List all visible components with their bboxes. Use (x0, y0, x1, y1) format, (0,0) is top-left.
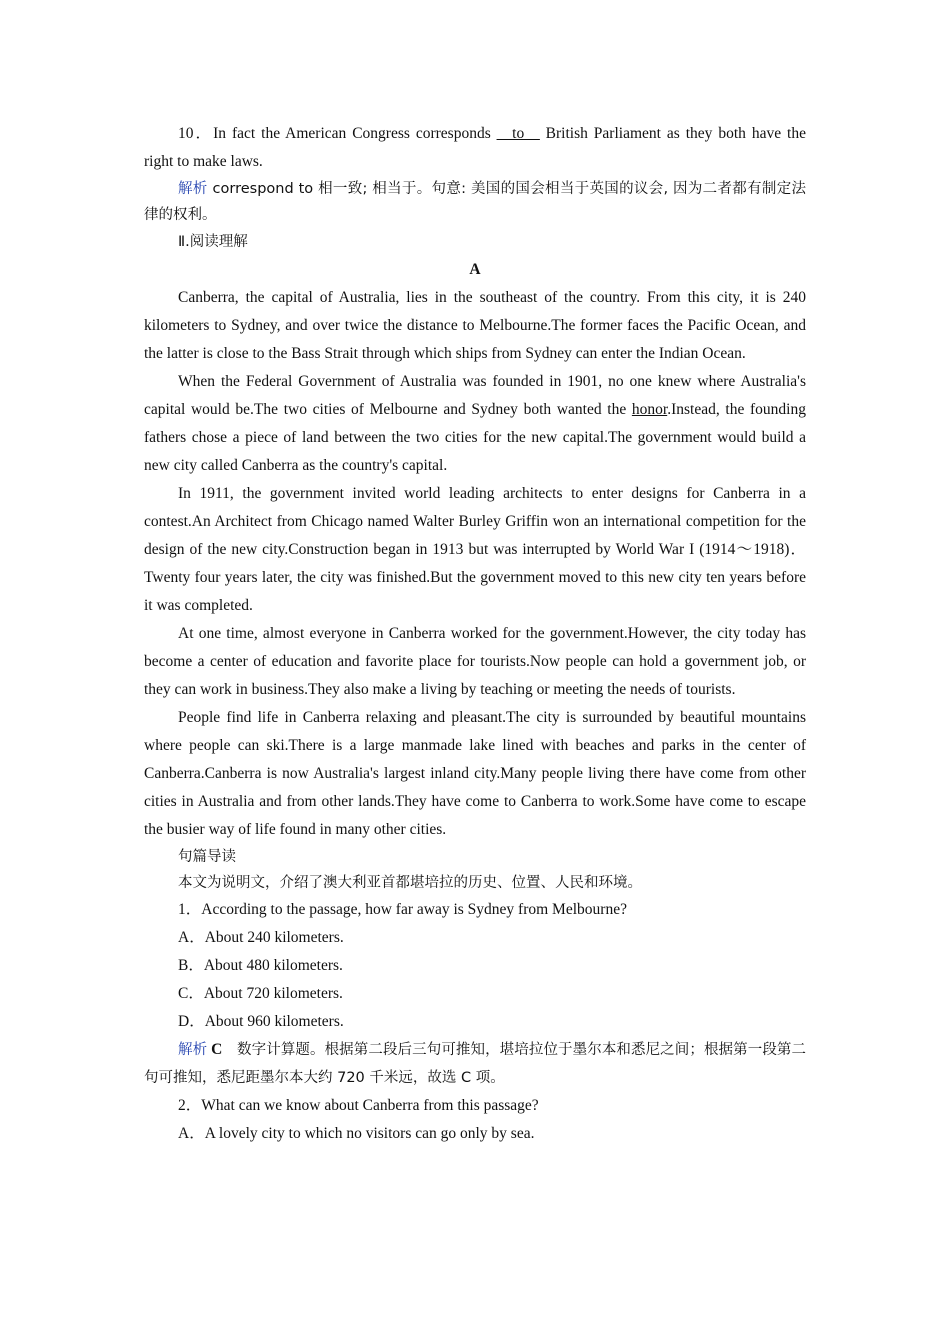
guide-title: 句篇导读 (178, 849, 236, 865)
underlined-word: honor (631, 401, 668, 418)
passage-paragraph-5: People find life in Canberra relaxing and pleasant.The city is surrounded by beautiful mountains where people can ski.There is a large manmade lake lined with beaches and parks in the center of Canberra.Canberra is now Australia's largest inland city.Many people living there have come from other cities in Australia and from other lands.They have come to Canberra to work.Some have come to escape the busier way of life found in many other cities. (144, 709, 806, 838)
passage-paragraph-1: Canberra, the capital of Australia, lies in the southeast of the country. From this city, it is 240 kilometers to Sydney, and over twice the distance to Melbourne.The former faces the Pacific Ocean, and the latter is close to the Bass Strait through which ships from Sydney can enter the Indian Ocean. (144, 289, 806, 362)
question-text-before: In fact the American Congress corresponds (213, 125, 497, 142)
analysis-text: correspond to 相一致; 相当于。句意: 美国的国会相当于英国的议会, 因为二者都有制定法律的权利。 (144, 181, 806, 223)
option-c: C．About 720 kilometers. (178, 985, 343, 1002)
paragraph-text: When the Federal Government of Australia was founded in 1901, no one knew where Australia's capital would be.The two cities of Melbourne and Sydney both wanted the (144, 373, 806, 418)
guide-text: 本文为说明文，介绍了澳大利亚首都堪培拉的历史、位置、人民和环境。 (178, 875, 642, 891)
question-1-analysis (144, 1036, 806, 1092)
question-1-stem: 1．According to the passage, how far away is Sydney from Melbourne? (178, 901, 627, 918)
answer-blank: __to__ (496, 125, 540, 142)
option-d: D．About 960 kilometers. (178, 1013, 344, 1030)
question-10 (144, 120, 806, 176)
question-number: 10． (178, 125, 214, 142)
option-a: A．A lovely city to which no visitors can go only by sea. (178, 1125, 535, 1142)
passage-label: A (469, 261, 481, 278)
question-10-analysis (144, 176, 806, 228)
analysis-tag: 解析 (178, 181, 208, 197)
passage-paragraph-4: At one time, almost everyone in Canberra worked for the government.However, the city today has become a center of education and favorite place for tourists.Now people can hold a government job, or they can work in business.They also make a living by teaching or meeting the needs of tourists. (144, 625, 806, 698)
question-2-stem: 2．What can we know about Canberra from this passage? (178, 1097, 539, 1114)
document-page (144, 120, 806, 1148)
answer-letter: C (207, 1041, 223, 1058)
passage-paragraph-2 (144, 368, 806, 480)
option-a: A．About 240 kilometers. (178, 929, 344, 946)
analysis-tag: 解析 (178, 1042, 208, 1058)
question-text-after: British Parliament as they both have the right to make laws. (144, 125, 806, 170)
option-b: B．About 480 kilometers. (178, 957, 343, 974)
section-title: Ⅱ.阅读理解 (178, 234, 248, 250)
paragraph-text: .Instead, the founding fathers chose a piece of land between the two cities for the new capital.The government would build a new city called Canberra as the country's capital. (144, 401, 806, 474)
passage-paragraph-3: In 1911, the government invited world leading architects to enter designs for Canberra in a contest.An Architect from Chicago named Walter Burley Griffin won an international competition for the design of the new city.Construction began in 1913 but was interrupted by World War I (1914～1918)． Twenty four years later, the city was finished.But the government moved to this new city ten years before it was completed. (144, 485, 806, 614)
analysis-text: 数字计算题。根据第二段后三句可推知，堪培拉位于墨尔本和悉尼之间；根据第一段第二句可推知，悉尼距墨尔本大约 720 千米远，故选 C 项。 (144, 1042, 807, 1086)
